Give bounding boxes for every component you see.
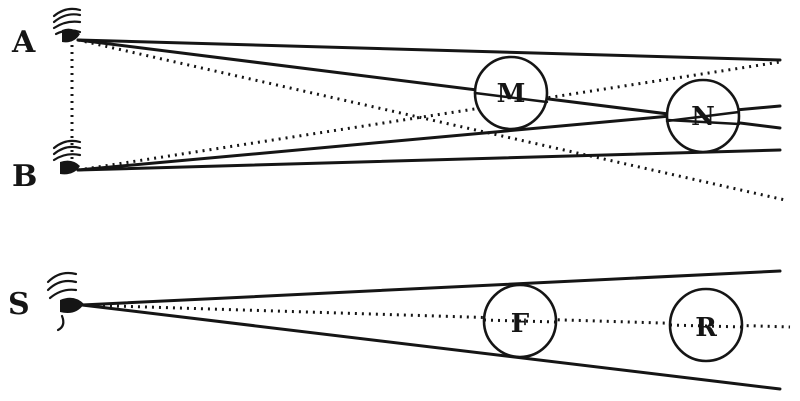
eye-s-icon [48,273,84,330]
body-m [475,57,547,129]
body-n-label: N [691,102,715,132]
label-s: S [8,287,30,322]
body-r [670,289,742,361]
body-f-label: F [510,309,530,339]
body-m-label: M [496,79,526,109]
label-b: B [12,159,38,194]
body-f [484,285,556,357]
eye-b-icon [54,141,80,174]
lower-figure [8,271,790,389]
sightline-a-top [78,40,780,60]
upper-figure [11,9,785,200]
body-r-label: R [695,313,717,343]
sightline-s-top [82,271,780,305]
label-a: A [12,25,36,60]
eye-a-icon [54,9,80,42]
